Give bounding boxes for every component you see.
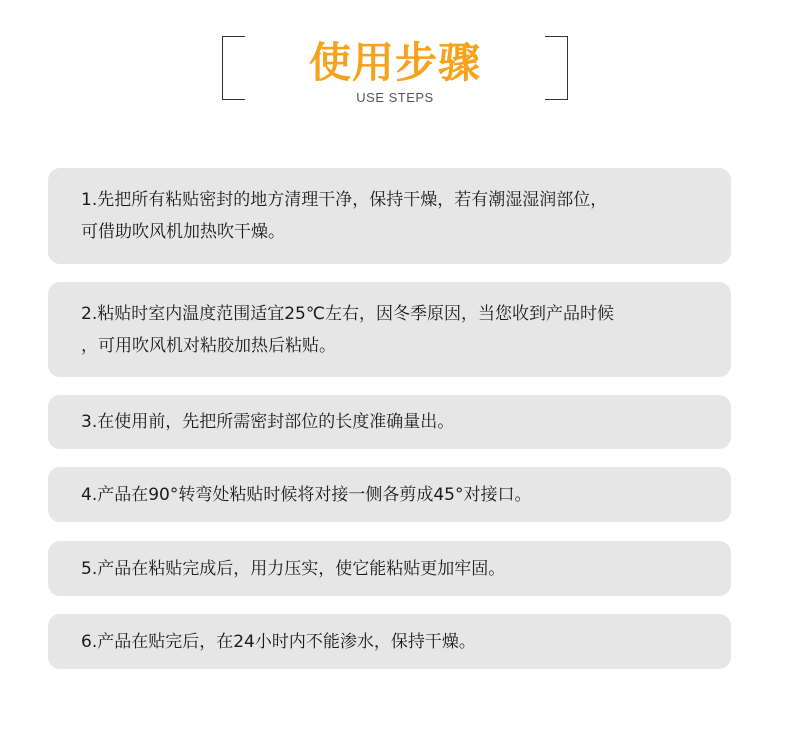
step-card-5 xyxy=(48,541,731,596)
step-text-4: 4.产品在90°转弯处粘贴时候将对接一侧各剪成45°对接口。 xyxy=(81,484,532,505)
step-text-1: 1.先把所有粘贴密封的地方清理干净，保持干燥，若有潮湿湿润部位， 可借助吹风机加热吹干燥。 xyxy=(81,190,608,242)
step-card-6 xyxy=(48,614,731,669)
step-card-2 xyxy=(48,282,731,377)
step-text-3: 3.在使用前，先把所需密封部位的长度准确量出。 xyxy=(81,412,455,432)
step-text-2: 2.粘贴时室内温度范围适宜25℃左右，因冬季原因，当您收到产品时候 ，可用吹风机对粘胶加热后粘贴。 xyxy=(81,303,614,356)
section-title: 使用步骤 xyxy=(308,38,481,87)
step-card-1 xyxy=(48,168,731,264)
section-subtitle: USE STEPS xyxy=(356,90,434,105)
step-text-6: 6.产品在贴完后，在24小时内不能渗水，保持干燥。 xyxy=(81,631,476,652)
section-header xyxy=(222,36,568,105)
step-text-5: 5.产品在粘贴完成后，用力压实，使它能粘贴更加牢固。 xyxy=(81,558,506,579)
step-card-4 xyxy=(48,467,731,522)
step-card-3 xyxy=(48,395,731,449)
